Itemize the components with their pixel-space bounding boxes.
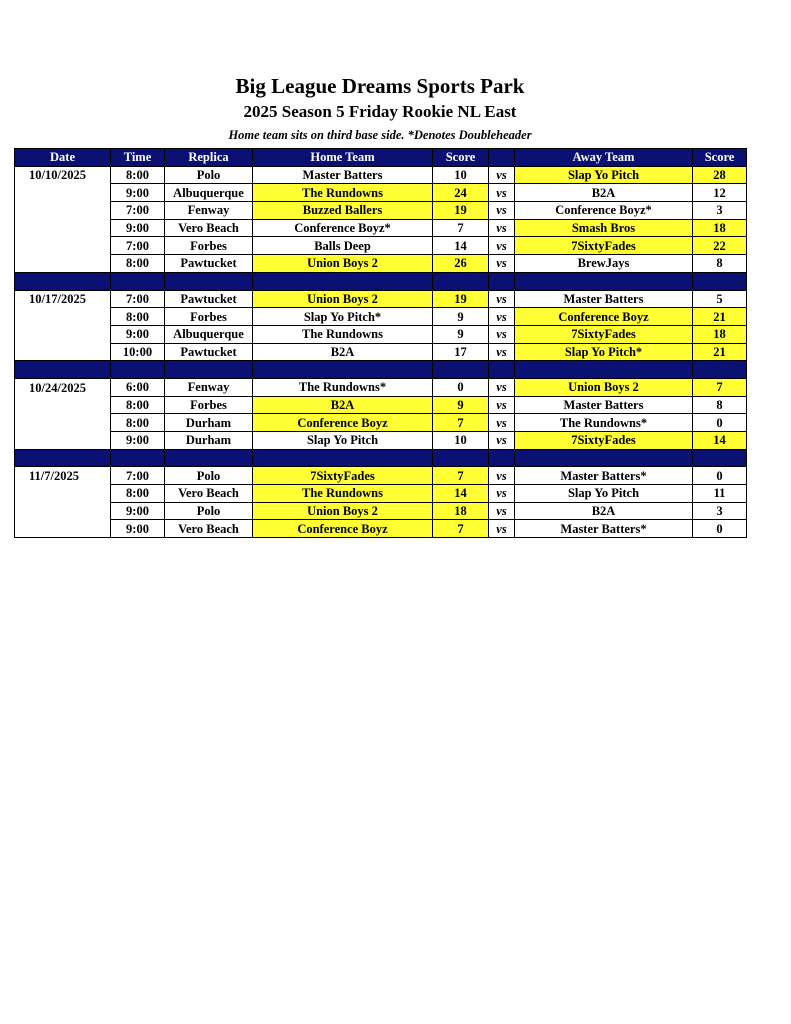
home-score-cell: 7 <box>433 520 489 538</box>
separator-cell <box>433 449 489 467</box>
table-row <box>15 290 747 308</box>
time-cell: 8:00 <box>111 308 165 326</box>
table-row <box>15 502 747 520</box>
separator-cell <box>489 361 515 379</box>
away-score-cell: 12 <box>693 184 747 202</box>
home-team-cell: Balls Deep <box>253 237 433 255</box>
date-cell <box>15 325 111 343</box>
home-score-cell: 9 <box>433 396 489 414</box>
home-score-cell: 10 <box>433 432 489 450</box>
away-score-cell: 21 <box>693 343 747 361</box>
replica-cell: Pawtucket <box>165 255 253 273</box>
away-team-cell: The Rundowns* <box>515 414 693 432</box>
home-score-cell: 17 <box>433 343 489 361</box>
home-score-cell: 0 <box>433 378 489 396</box>
table-row <box>15 520 747 538</box>
replica-cell: Pawtucket <box>165 343 253 361</box>
table-row <box>15 378 747 396</box>
date-cell <box>15 219 111 237</box>
vs-cell: vs <box>489 485 515 503</box>
home-team-cell: The Rundowns <box>253 184 433 202</box>
date-cell: 10/17/2025 <box>15 290 111 308</box>
home-team-cell: Slap Yo Pitch <box>253 432 433 450</box>
vs-cell: vs <box>489 414 515 432</box>
time-cell: 9:00 <box>111 325 165 343</box>
date-cell <box>15 308 111 326</box>
replica-cell: Albuquerque <box>165 325 253 343</box>
col-header-time: Time <box>111 149 165 167</box>
separator-cell <box>515 361 693 379</box>
date-cell: 11/7/2025 <box>15 467 111 485</box>
away-score-cell: 3 <box>693 202 747 220</box>
home-score-cell: 10 <box>433 166 489 184</box>
date-cell <box>15 202 111 220</box>
separator-cell <box>15 449 111 467</box>
home-score-cell: 9 <box>433 325 489 343</box>
vs-cell: vs <box>489 219 515 237</box>
date-separator-row <box>15 449 747 467</box>
home-score-cell: 7 <box>433 219 489 237</box>
table-row <box>15 237 747 255</box>
replica-cell: Durham <box>165 414 253 432</box>
date-cell <box>15 485 111 503</box>
schedule-table <box>14 148 747 538</box>
date-cell <box>15 414 111 432</box>
separator-cell <box>693 449 747 467</box>
away-team-cell: Slap Yo Pitch <box>515 166 693 184</box>
col-header-home-score: Score <box>433 149 489 167</box>
schedule-note: Home team sits on third base side. *Denotes Doubleheader <box>228 128 532 142</box>
date-cell <box>15 502 111 520</box>
home-team-cell: 7SixtyFades <box>253 467 433 485</box>
home-team-cell: Union Boys 2 <box>253 290 433 308</box>
vs-cell: vs <box>489 308 515 326</box>
away-score-cell: 11 <box>693 485 747 503</box>
vs-cell: vs <box>489 184 515 202</box>
time-cell: 9:00 <box>111 520 165 538</box>
time-cell: 9:00 <box>111 432 165 450</box>
away-score-cell: 21 <box>693 308 747 326</box>
date-cell <box>15 396 111 414</box>
separator-cell <box>165 272 253 290</box>
away-team-cell: Master Batters* <box>515 520 693 538</box>
time-cell: 9:00 <box>111 219 165 237</box>
home-team-cell: Master Batters <box>253 166 433 184</box>
time-cell: 7:00 <box>111 467 165 485</box>
away-team-cell: Master Batters <box>515 290 693 308</box>
replica-cell: Vero Beach <box>165 485 253 503</box>
replica-cell: Albuquerque <box>165 184 253 202</box>
table-row <box>15 485 747 503</box>
home-team-cell: Union Boys 2 <box>253 502 433 520</box>
table-row <box>15 343 747 361</box>
table-row <box>15 166 747 184</box>
date-separator-row <box>15 361 747 379</box>
home-score-cell: 26 <box>433 255 489 273</box>
table-header-row <box>15 149 747 167</box>
separator-cell <box>693 272 747 290</box>
away-score-cell: 7 <box>693 378 747 396</box>
replica-cell: Polo <box>165 502 253 520</box>
away-team-cell: Master Batters <box>515 396 693 414</box>
col-header-away-team: Away Team <box>515 149 693 167</box>
date-cell <box>15 343 111 361</box>
time-cell: 8:00 <box>111 485 165 503</box>
home-score-cell: 14 <box>433 485 489 503</box>
time-cell: 7:00 <box>111 237 165 255</box>
schedule-body <box>15 166 747 537</box>
home-team-cell: B2A <box>253 343 433 361</box>
away-score-cell: 0 <box>693 520 747 538</box>
home-team-cell: B2A <box>253 396 433 414</box>
home-score-cell: 7 <box>433 467 489 485</box>
date-separator-row <box>15 272 747 290</box>
away-score-cell: 0 <box>693 467 747 485</box>
away-team-cell: B2A <box>515 502 693 520</box>
col-header-date: Date <box>15 149 111 167</box>
away-score-cell: 3 <box>693 502 747 520</box>
away-team-cell: 7SixtyFades <box>515 325 693 343</box>
away-score-cell: 5 <box>693 290 747 308</box>
time-cell: 9:00 <box>111 184 165 202</box>
separator-cell <box>489 449 515 467</box>
replica-cell: Vero Beach <box>165 520 253 538</box>
replica-cell: Durham <box>165 432 253 450</box>
separator-cell <box>111 361 165 379</box>
vs-cell: vs <box>489 202 515 220</box>
separator-cell <box>111 272 165 290</box>
table-row <box>15 325 747 343</box>
home-score-cell: 7 <box>433 414 489 432</box>
time-cell: 8:00 <box>111 414 165 432</box>
separator-cell <box>15 272 111 290</box>
home-score-cell: 14 <box>433 237 489 255</box>
home-team-cell: The Rundowns* <box>253 378 433 396</box>
replica-cell: Fenway <box>165 378 253 396</box>
away-score-cell: 8 <box>693 396 747 414</box>
away-score-cell: 28 <box>693 166 747 184</box>
time-cell: 7:00 <box>111 290 165 308</box>
date-cell: 10/10/2025 <box>15 166 111 184</box>
col-header-home-team: Home Team <box>253 149 433 167</box>
vs-cell: vs <box>489 290 515 308</box>
vs-cell: vs <box>489 255 515 273</box>
date-cell <box>15 184 111 202</box>
home-team-cell: Slap Yo Pitch* <box>253 308 433 326</box>
table-row <box>15 432 747 450</box>
replica-cell: Vero Beach <box>165 219 253 237</box>
col-header-vs <box>489 149 515 167</box>
away-team-cell: B2A <box>515 184 693 202</box>
date-cell <box>15 255 111 273</box>
page-title: Big League Dreams Sports Park <box>235 74 525 98</box>
col-header-away-score: Score <box>693 149 747 167</box>
home-score-cell: 24 <box>433 184 489 202</box>
table-row <box>15 219 747 237</box>
replica-cell: Polo <box>165 467 253 485</box>
vs-cell: vs <box>489 325 515 343</box>
vs-cell: vs <box>489 343 515 361</box>
replica-cell: Polo <box>165 166 253 184</box>
away-team-cell: 7SixtyFades <box>515 237 693 255</box>
home-team-cell: Union Boys 2 <box>253 255 433 273</box>
home-score-cell: 18 <box>433 502 489 520</box>
col-header-replica: Replica <box>165 149 253 167</box>
table-row <box>15 184 747 202</box>
away-team-cell: Conference Boyz* <box>515 202 693 220</box>
separator-cell <box>15 361 111 379</box>
away-team-cell: 7SixtyFades <box>515 432 693 450</box>
away-score-cell: 14 <box>693 432 747 450</box>
home-team-cell: Conference Boyz* <box>253 219 433 237</box>
date-cell <box>15 237 111 255</box>
date-cell <box>15 432 111 450</box>
away-score-cell: 8 <box>693 255 747 273</box>
away-team-cell: Slap Yo Pitch <box>515 485 693 503</box>
away-score-cell: 22 <box>693 237 747 255</box>
away-score-cell: 18 <box>693 325 747 343</box>
away-score-cell: 0 <box>693 414 747 432</box>
vs-cell: vs <box>489 520 515 538</box>
table-row <box>15 396 747 414</box>
separator-cell <box>111 449 165 467</box>
replica-cell: Forbes <box>165 237 253 255</box>
time-cell: 10:00 <box>111 343 165 361</box>
home-team-cell: The Rundowns <box>253 485 433 503</box>
time-cell: 8:00 <box>111 396 165 414</box>
vs-cell: vs <box>489 396 515 414</box>
home-team-cell: The Rundowns <box>253 325 433 343</box>
separator-cell <box>253 272 433 290</box>
time-cell: 6:00 <box>111 378 165 396</box>
table-row <box>15 308 747 326</box>
replica-cell: Forbes <box>165 396 253 414</box>
vs-cell: vs <box>489 432 515 450</box>
replica-cell: Pawtucket <box>165 290 253 308</box>
time-cell: 9:00 <box>111 502 165 520</box>
time-cell: 8:00 <box>111 255 165 273</box>
vs-cell: vs <box>489 502 515 520</box>
away-team-cell: Slap Yo Pitch* <box>515 343 693 361</box>
away-score-cell: 18 <box>693 219 747 237</box>
away-team-cell: Master Batters* <box>515 467 693 485</box>
home-team-cell: Conference Boyz <box>253 520 433 538</box>
replica-cell: Forbes <box>165 308 253 326</box>
vs-cell: vs <box>489 378 515 396</box>
table-row <box>15 255 747 273</box>
separator-cell <box>165 449 253 467</box>
separator-cell <box>433 272 489 290</box>
separator-cell <box>165 361 253 379</box>
replica-cell: Fenway <box>165 202 253 220</box>
home-score-cell: 19 <box>433 202 489 220</box>
date-cell <box>15 520 111 538</box>
separator-cell <box>515 272 693 290</box>
vs-cell: vs <box>489 467 515 485</box>
separator-cell <box>253 361 433 379</box>
separator-cell <box>693 361 747 379</box>
vs-cell: vs <box>489 237 515 255</box>
home-team-cell: Conference Boyz <box>253 414 433 432</box>
table-row <box>15 467 747 485</box>
date-cell: 10/24/2025 <box>15 378 111 396</box>
home-score-cell: 9 <box>433 308 489 326</box>
page-subtitle: 2025 Season 5 Friday Rookie NL East <box>243 102 517 121</box>
vs-cell: vs <box>489 166 515 184</box>
separator-cell <box>433 361 489 379</box>
away-team-cell: Smash Bros <box>515 219 693 237</box>
away-team-cell: Conference Boyz <box>515 308 693 326</box>
away-team-cell: Union Boys 2 <box>515 378 693 396</box>
time-cell: 7:00 <box>111 202 165 220</box>
table-row <box>15 414 747 432</box>
home-score-cell: 19 <box>433 290 489 308</box>
away-team-cell: BrewJays <box>515 255 693 273</box>
separator-cell <box>253 449 433 467</box>
home-team-cell: Buzzed Ballers <box>253 202 433 220</box>
separator-cell <box>489 272 515 290</box>
time-cell: 8:00 <box>111 166 165 184</box>
table-row <box>15 202 747 220</box>
separator-cell <box>515 449 693 467</box>
